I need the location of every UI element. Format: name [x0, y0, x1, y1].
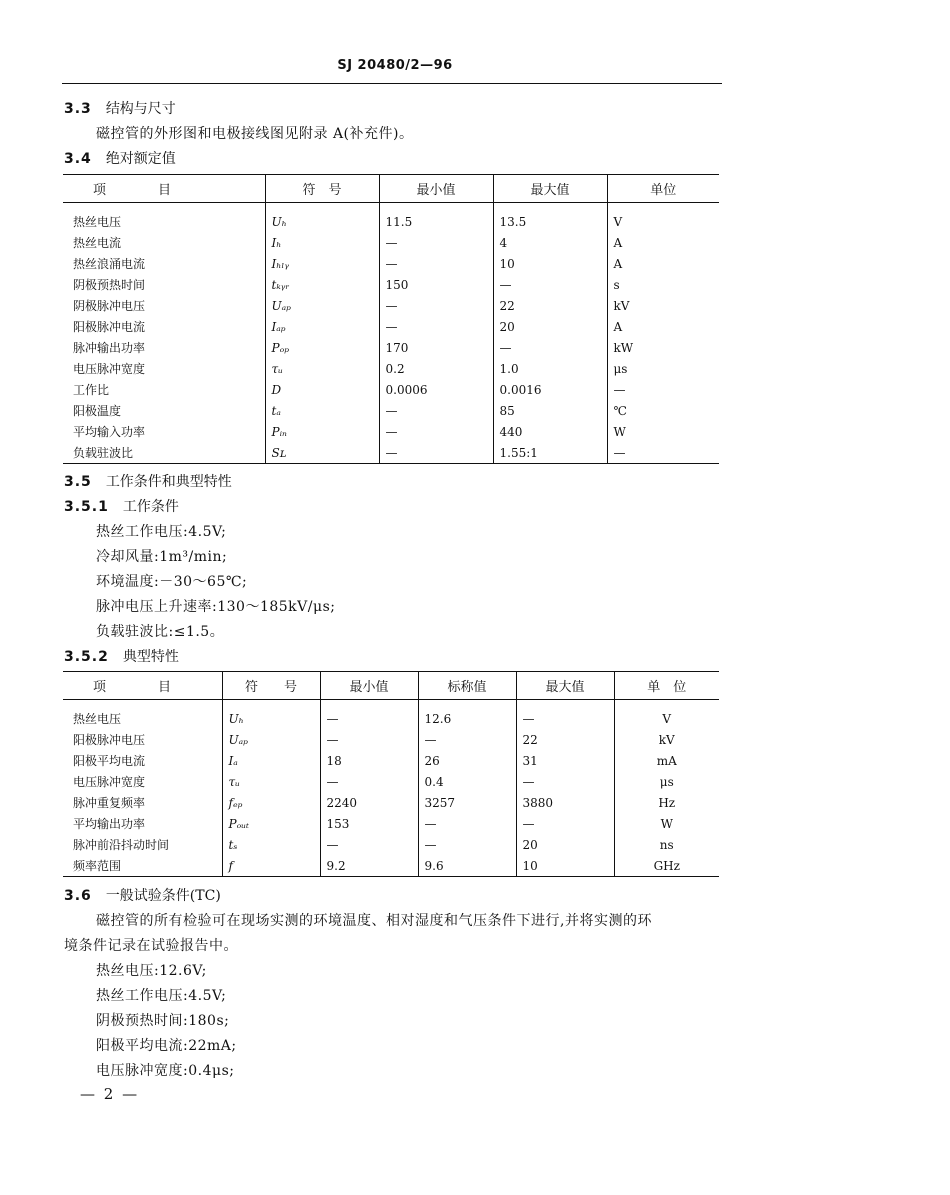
- unit-cell: —: [607, 442, 719, 464]
- symbol-cell: Iₕ: [265, 232, 379, 253]
- table-row: [63, 337, 719, 358]
- item-cell: 热丝电压: [73, 712, 122, 726]
- max-cell: 3880: [516, 792, 614, 813]
- section-3-3-heading: [64, 99, 176, 119]
- table-row: [63, 379, 719, 400]
- condition-line: 热丝工作电压:4.5V;: [96, 524, 227, 540]
- section-title: 工作条件和典型特性: [105, 474, 232, 490]
- symbol-cell: Sʟ: [265, 442, 379, 464]
- section-title: 工作条件: [122, 499, 179, 515]
- header-min: 最小值: [379, 175, 493, 203]
- table-row: [63, 855, 719, 877]
- table-row: [63, 295, 719, 316]
- item-cell: 电压脉冲宽度: [73, 362, 146, 376]
- header-item: 项 目: [63, 175, 265, 203]
- header-symbol: 符 号: [265, 175, 379, 203]
- min-cell: 0.0006: [379, 379, 493, 400]
- table-row: [63, 442, 719, 464]
- unit-cell: Hz: [614, 792, 719, 813]
- min-cell: —: [379, 232, 493, 253]
- item-cell: 平均输出功率: [73, 817, 146, 831]
- table-row: [63, 253, 719, 274]
- item-cell: 热丝电流: [73, 236, 122, 250]
- table-row: [63, 232, 719, 253]
- table-header-row: [63, 175, 719, 203]
- table-row: [63, 771, 719, 792]
- min-cell: —: [320, 834, 418, 855]
- nominal-cell: 3257: [418, 792, 516, 813]
- min-cell: 18: [320, 750, 418, 771]
- unit-cell: ns: [614, 834, 719, 855]
- section-title: 一般试验条件(TC): [105, 888, 221, 904]
- table-row: [63, 700, 719, 730]
- section-3-6-heading: [64, 886, 221, 906]
- document-code: SJ 20480/2—96: [337, 58, 453, 73]
- header-max: 最大值: [516, 672, 614, 700]
- symbol-cell: τᵤ: [222, 771, 320, 792]
- item-cell: 平均输入功率: [73, 425, 146, 439]
- max-cell: 4: [493, 232, 607, 253]
- item-cell: 脉冲重复频率: [73, 796, 146, 810]
- test-condition-line: 电压脉冲宽度:0.4μs;: [96, 1063, 235, 1079]
- max-cell: 20: [516, 834, 614, 855]
- max-cell: 31: [516, 750, 614, 771]
- min-cell: —: [379, 316, 493, 337]
- header-nominal: 标称值: [418, 672, 516, 700]
- min-cell: —: [320, 771, 418, 792]
- section-title: 结构与尺寸: [105, 101, 176, 117]
- min-cell: —: [379, 421, 493, 442]
- max-cell: 13.5: [493, 203, 607, 233]
- symbol-cell: Pₒᵤₜ: [222, 813, 320, 834]
- symbol-cell: D: [265, 379, 379, 400]
- unit-cell: V: [614, 700, 719, 730]
- min-cell: —: [320, 700, 418, 730]
- unit-cell: W: [607, 421, 719, 442]
- header-unit: 单 位: [614, 672, 719, 700]
- table-row: [63, 792, 719, 813]
- symbol-cell: Iₐ: [222, 750, 320, 771]
- item-cell: 阳极脉冲电压: [73, 733, 146, 747]
- header-item: 项 目: [63, 672, 222, 700]
- max-cell: —: [493, 274, 607, 295]
- section-number: 3.5: [64, 474, 92, 490]
- section-number: 3.3: [64, 101, 92, 117]
- item-cell: 阴极预热时间: [73, 278, 146, 292]
- page-number: — 2 —: [80, 1085, 140, 1103]
- min-cell: —: [320, 729, 418, 750]
- min-cell: 150: [379, 274, 493, 295]
- nominal-cell: 0.4: [418, 771, 516, 792]
- unit-cell: V: [607, 203, 719, 233]
- test-condition-line: 热丝工作电压:4.5V;: [96, 988, 227, 1004]
- unit-cell: kV: [607, 295, 719, 316]
- unit-cell: μs: [607, 358, 719, 379]
- unit-cell: —: [607, 379, 719, 400]
- symbol-cell: Iₐₚ: [265, 316, 379, 337]
- item-cell: 脉冲前沿抖动时间: [73, 838, 170, 852]
- min-cell: —: [379, 442, 493, 464]
- symbol-cell: f: [222, 855, 320, 877]
- typical-characteristics-table: [63, 671, 719, 877]
- symbol-cell: Pₒₚ: [265, 337, 379, 358]
- item-cell: 负载驻波比: [63, 442, 265, 464]
- min-cell: 170: [379, 337, 493, 358]
- section-number: 3.5.1: [64, 499, 109, 515]
- item-cell: 阴极脉冲电压: [73, 299, 146, 313]
- max-cell: —: [516, 700, 614, 730]
- symbol-cell: τᵤ: [265, 358, 379, 379]
- table-row: [63, 421, 719, 442]
- unit-cell: GHz: [614, 855, 719, 877]
- section-title: 绝对额定值: [105, 151, 176, 167]
- min-cell: 9.2: [320, 855, 418, 877]
- table-row: [63, 316, 719, 337]
- max-cell: 20: [493, 316, 607, 337]
- item-cell: 频率范围: [63, 855, 222, 877]
- item-cell: 电压脉冲宽度: [73, 775, 146, 789]
- condition-line: 环境温度:－30～65℃;: [96, 574, 248, 590]
- item-cell: 热丝浪涌电流: [73, 257, 146, 271]
- test-condition-line: 热丝电压:12.6V;: [96, 963, 207, 979]
- unit-cell: ℃: [607, 400, 719, 421]
- max-cell: 10: [493, 253, 607, 274]
- min-cell: —: [379, 295, 493, 316]
- max-cell: 0.0016: [493, 379, 607, 400]
- unit-cell: A: [607, 316, 719, 337]
- table-header-row: [63, 672, 719, 700]
- unit-cell: mA: [614, 750, 719, 771]
- unit-cell: μs: [614, 771, 719, 792]
- unit-cell: s: [607, 274, 719, 295]
- section-number: 3.5.2: [64, 649, 109, 665]
- header-max: 最大值: [493, 175, 607, 203]
- symbol-cell: Pᵢₙ: [265, 421, 379, 442]
- item-cell: 阳极温度: [73, 404, 122, 418]
- symbol-cell: tₛ: [222, 834, 320, 855]
- min-cell: 153: [320, 813, 418, 834]
- section-3-6-paragraph-line-2: 境条件记录在试验报告中。: [64, 938, 238, 954]
- table-row: [63, 813, 719, 834]
- min-cell: 11.5: [379, 203, 493, 233]
- max-cell: 1.0: [493, 358, 607, 379]
- unit-cell: A: [607, 232, 719, 253]
- section-number: 3.6: [64, 888, 92, 904]
- section-3-3-text: 磁控管的外形图和电极接线图见附录 A(补充件)。: [96, 126, 414, 142]
- max-cell: 10: [516, 855, 614, 877]
- table-row: [63, 750, 719, 771]
- symbol-cell: Iₕₗᵧ: [265, 253, 379, 274]
- table-row: [63, 400, 719, 421]
- min-cell: 0.2: [379, 358, 493, 379]
- section-3-5-heading: [64, 472, 232, 492]
- nominal-cell: 26: [418, 750, 516, 771]
- max-cell: 85: [493, 400, 607, 421]
- nominal-cell: —: [418, 813, 516, 834]
- max-cell: 440: [493, 421, 607, 442]
- symbol-cell: fₑₚ: [222, 792, 320, 813]
- max-cell: —: [493, 337, 607, 358]
- header-symbol: 符 号: [222, 672, 320, 700]
- item-cell: 工作比: [73, 383, 110, 397]
- max-cell: —: [516, 813, 614, 834]
- header-min: 最小值: [320, 672, 418, 700]
- absolute-ratings-table: [63, 174, 719, 464]
- min-cell: —: [379, 400, 493, 421]
- header-rule: [62, 83, 722, 84]
- section-3-5-2-heading: [64, 647, 179, 667]
- item-cell: 阳极脉冲电流: [73, 320, 146, 334]
- header-unit: 单位: [607, 175, 719, 203]
- nominal-cell: 12.6: [418, 700, 516, 730]
- section-title: 典型特性: [122, 649, 179, 665]
- nominal-cell: —: [418, 834, 516, 855]
- nominal-cell: 9.6: [418, 855, 516, 877]
- symbol-cell: tₖᵧᵣ: [265, 274, 379, 295]
- unit-cell: W: [614, 813, 719, 834]
- unit-cell: kW: [607, 337, 719, 358]
- symbol-cell: Uₐₚ: [222, 729, 320, 750]
- section-number: 3.4: [64, 151, 92, 167]
- unit-cell: A: [607, 253, 719, 274]
- symbol-cell: Uₐₚ: [265, 295, 379, 316]
- symbol-cell: Uₕ: [265, 203, 379, 233]
- unit-cell: kV: [614, 729, 719, 750]
- nominal-cell: —: [418, 729, 516, 750]
- condition-line: 脉冲电压上升速率:130～185kV/μs;: [96, 599, 336, 615]
- section-3-6-paragraph-line-1: 磁控管的所有检验可在现场实测的环境温度、相对湿度和气压条件下进行,并将实测的环: [96, 913, 652, 929]
- condition-line: 负载驻波比:≤1.5。: [96, 624, 225, 640]
- min-cell: —: [379, 253, 493, 274]
- table-row: [63, 729, 719, 750]
- item-cell: 脉冲输出功率: [73, 341, 146, 355]
- test-condition-line: 阳极平均电流:22mA;: [96, 1038, 237, 1054]
- max-cell: —: [516, 771, 614, 792]
- table-row: [63, 358, 719, 379]
- max-cell: 22: [493, 295, 607, 316]
- table-row: [63, 203, 719, 233]
- table-row: [63, 834, 719, 855]
- table-row: [63, 274, 719, 295]
- item-cell: 热丝电压: [73, 215, 122, 229]
- symbol-cell: Uₕ: [222, 700, 320, 730]
- test-condition-line: 阴极预热时间:180s;: [96, 1013, 230, 1029]
- symbol-cell: tₐ: [265, 400, 379, 421]
- max-cell: 1.55:1: [493, 442, 607, 464]
- item-cell: 阳极平均电流: [73, 754, 146, 768]
- condition-line: 冷却风量:1m³/min;: [96, 549, 228, 565]
- section-3-5-1-heading: [64, 497, 179, 517]
- min-cell: 2240: [320, 792, 418, 813]
- section-3-4-heading: [64, 149, 176, 169]
- max-cell: 22: [516, 729, 614, 750]
